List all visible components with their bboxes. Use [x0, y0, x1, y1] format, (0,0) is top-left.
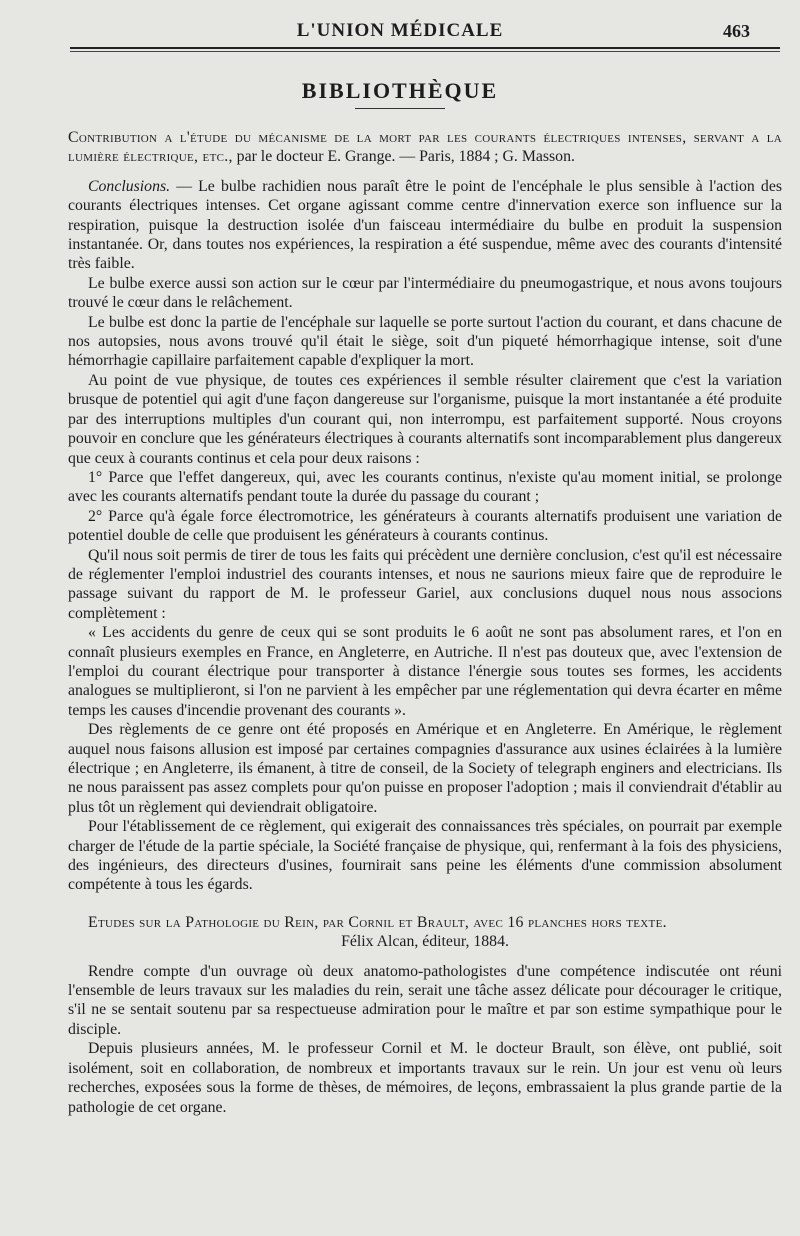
review1-paragraph-1-text: — Le bulbe rachidien nous paraît être le point de l'encéphale le plus sensible à l'action des courants électriques intenses. Cet organe agissant comme centre d'innervation exerce son influence sur la respiration, puisque la destruction isolée d'un faisceau intermédiaire du bulbe en produit la suspension instantanée. Or, dans toutes nos expériences, la respiration a été suspendue, même avec des courants d'intensité très faible. [68, 177, 782, 273]
review1-reference [68, 128, 782, 167]
page-header [0, 16, 800, 46]
review1-paragraph-10: Pour l'établissement de ce règlement, qui exigerait des connaissances très spéciales, on pourrait par exemple charger de l'étude de la partie spéciale, la Société française de physique, qui, renfermant à la fois des physiciens, des ingénieurs, des directeurs d'usines, fournirait sans peine les éléments d'une commission absolument compétente à tous les égards. [68, 818, 782, 894]
review1-paragraph-5: 1° Parce que l'effet dangereux, qui, avec les courants continus, n'existe qu'au moment initial, se prolonge avec les courants alternatifs pendant toute la durée du passage du courant ; [68, 468, 782, 506]
review1-paragraph-7: Qu'il nous soit permis de tirer de tous les faits qui précèdent une dernière conclusion, c'est qu'il est nécessaire de réglementer l'emploi industriel des courants intenses, et nous ne saurions mieux faire que de reproduire le passage suivant du rapport de M. le professeur Gariel, aux conclusions duquel nous nous associons complètement : [68, 546, 782, 622]
review1-reference-rest: par le docteur E. Grange. — Paris, 1884 ; G. Masson. [232, 148, 575, 166]
section-title: BIBLIOTHÈQUE [301, 78, 499, 103]
header-rule [70, 47, 780, 52]
review2-paragraph-1: Rendre compte d'un ouvrage où deux anatomo-pathologistes d'une compétence indiscutée ont réuni l'ensemble de leurs travaux sur les maladies du rein, serait une tâche assez délicate pour décourager le critique, s'il ne se sentait soutenu par sa respectueuse admiration pour le maître et par son estime sympathique pour le disciple. [68, 962, 782, 1038]
review1-paragraph-6: 2° Parce qu'à égale force électromotrice, les générateurs à courants alternatifs produisent une variation de potentiel double de celle que produisent les générateurs à courants continus. [68, 507, 782, 545]
review2-reference-line-2: Félix Alcan, éditeur, 1884. [341, 933, 509, 951]
page-number: 463 [723, 21, 750, 41]
review1-paragraph-9: Des règlements de ce genre ont été proposés en Amérique et en Angleterre. En Amérique, le règlement auquel nous faisons allusion est imposé par certaines compagnies d'assurance aux usines éclairées à la lumière électrique ; en Angleterre, ils émanent, à titre de conseil, de la Society of telegraph enginers and electricians. Ils ne nous paraissent pas assez complets pour qu'on puisse en proposer l'adoption ; mais il conviendrait d'établir au plus tôt un règlement qui deviendrait obligatoire. [68, 721, 782, 816]
review1-paragraph-2: Le bulbe exerce aussi son action sur le cœur par l'intermédiaire du pneumogastrique, et nous avons toujours trouvé le cœur dans le relâchement. [68, 274, 782, 312]
running-title: L'UNION MÉDICALE [296, 20, 504, 41]
review2-paragraph-2: Depuis plusieurs années, M. le professeur Cornil et M. le docteur Brault, son élève, ont publié, soit isolément, soit en collaboration, de nombreux et importants travaux sur le rein. Un jour est venu où leurs recherches, exposées sous la forme de thèses, de mémoires, de leçons, embrassaient la plus grande partie de la pathologie de cet organe. [68, 1040, 782, 1116]
review2-reference-text: Etudes sur la Pathologie du Rein, par Cornil et Brault, avec 16 planches hors texte. [88, 913, 667, 931]
conclusions-label: Conclusions. [88, 177, 171, 195]
article-body [68, 128, 782, 1117]
review1-paragraph-3: Le bulbe est donc la partie de l'encéphale sur laquelle se porte surtout l'action du courant, et dans chacune de nos autopsies, nous avons trouvé qu'il était le siège, soit d'un piqueté hémorrhagique intense, soit d'une hémorrhagie capillaire parfaitement capable d'expliquer la mort. [68, 313, 782, 370]
review1-paragraph-4: Au point de vue physique, de toutes ces expériences il semble résulter clairement que c'est la variation brusque de potentiel qui agit d'une façon dangereuse sur l'organisme, puisque la mort instantanée a été produite par des interruptions multiples d'un courant qui, non interrompu, est parfaitement supporté. Nous croyons pouvoir en conclure que les générateurs électriques à courants alternatifs sont incomparablement plus dangereux que ceux à courants continus et cela pour deux raisons : [68, 371, 782, 467]
review1-reference-title: Contribution a l'étude du mécanisme de la mort par les courants électriques intenses, servant a la lumière électrique, etc., [68, 129, 782, 166]
review1-paragraph-1 [68, 177, 782, 274]
review2-reference-line-1 [68, 913, 782, 932]
title-rule [355, 108, 445, 109]
review1-paragraph-8: « Les accidents du genre de ceux qui se sont produits le 6 août ne sont pas absolument rares, et l'on en connaît plusieurs exemples en France, en Angleterre, en Autriche. Il n'est pas douteux que, avec l'extension de l'emploi du courant électrique pour transporter à distance l'énergie sous toutes ses formes, les accidents analogues se multiplieront, si l'on ne parvient à les empêcher par une réglementation qui devra écarter en même temps les causes d'incendie provenant des courants ». [68, 624, 782, 719]
